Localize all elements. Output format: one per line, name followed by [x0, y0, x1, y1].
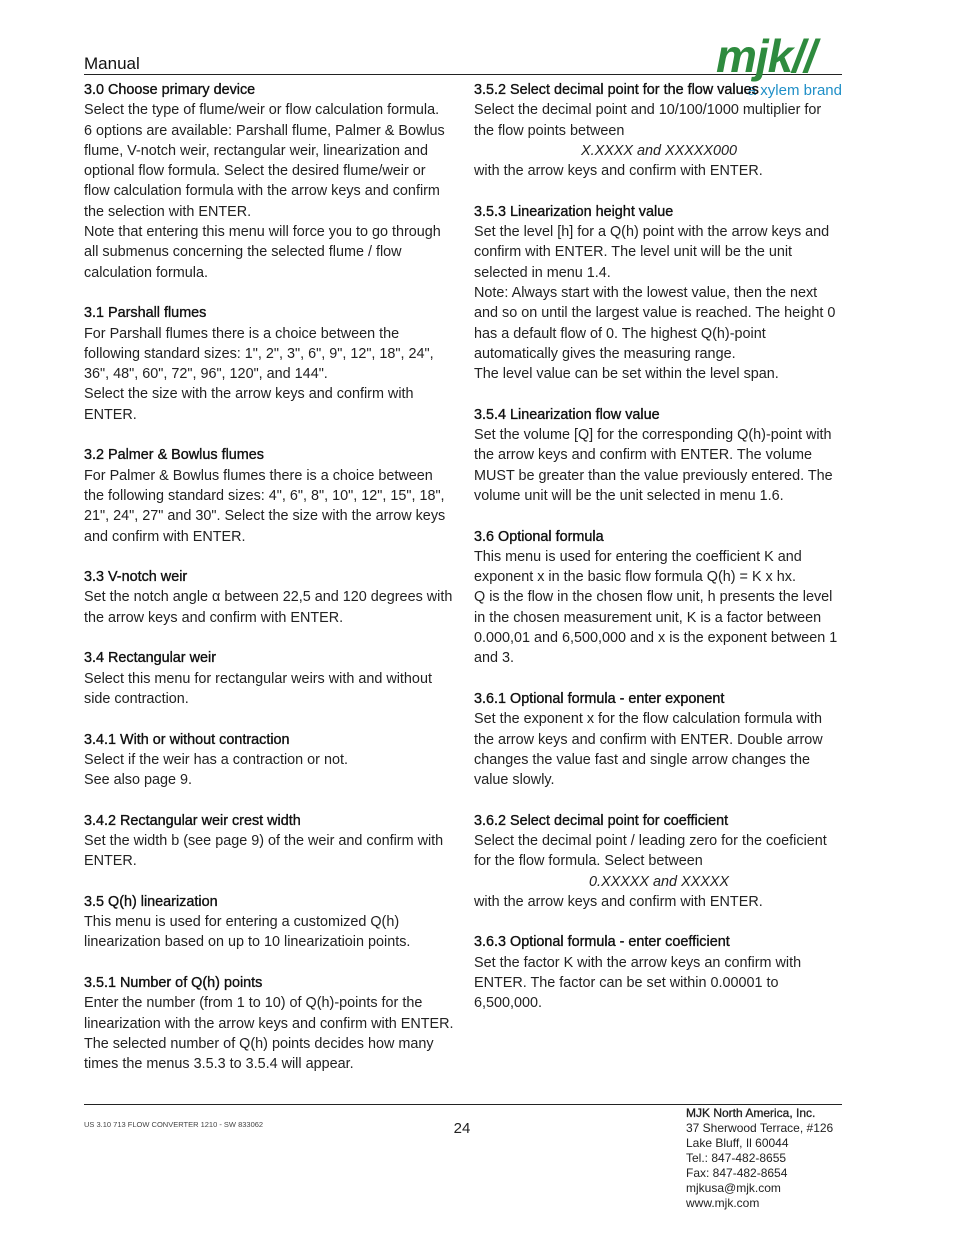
manual-section: [474, 811, 844, 912]
manual-section: [84, 730, 454, 791]
address-line: Lake Bluff, Il 60044: [686, 1136, 789, 1150]
section-paragraph: Select the decimal point and 10/100/1000 multiplier for the flow points between: [474, 102, 822, 139]
manual-section: [84, 973, 454, 1074]
section-paragraph: Set the level [h] for a Q(h) point with the arrow keys and confirm with ENTER. The level unit will be the unit selected in menu 1.4.: [474, 224, 830, 281]
page-number: 24: [453, 1120, 471, 1137]
section-heading: 3.0 Choose primary device: [84, 82, 256, 98]
section-paragraph: Select this menu for rectangular weirs with and without side contraction.: [84, 670, 432, 707]
page-title: Manual: [84, 54, 140, 73]
section-heading: 3.4 Rectangular weir: [84, 650, 216, 667]
section-heading: 3.5 Q(h) linearization: [84, 893, 218, 910]
section-heading: 3.6.3 Optional formula - enter coefficient: [474, 934, 730, 951]
section-paragraph: with the arrow keys and confirm with ENTER.: [474, 893, 763, 910]
section-paragraph: This menu is used for entering a customized Q(h) linearization based on up to 10 linearizatioin points.: [84, 914, 411, 951]
address-line: Fax: 847-482-8654: [686, 1166, 788, 1180]
section-paragraph: See also page 9.: [84, 772, 193, 789]
section-heading: 3.6.2 Select decimal point for coefficient: [474, 812, 729, 829]
manual-section: [84, 811, 454, 872]
left-column: [84, 80, 454, 1095]
manual-section: [84, 303, 454, 425]
company-name: MJK North America, Inc.: [686, 1106, 816, 1120]
format-range: 0.XXXXX and XXXXX: [589, 873, 729, 890]
section-paragraph: Set the width b (see page 9) of the weir and confirm with ENTER.: [84, 832, 444, 870]
section-paragraph: Select the decimal point / leading zero for the coeficient for the flow formula. Select between: [474, 832, 827, 870]
manual-section: [474, 405, 844, 506]
section-paragraph: Set the notch angle α between 22,5 and 120 degrees with the arrow keys and confirm with ENTER.: [84, 589, 453, 626]
section-paragraph: This menu is used for entering the coefficient K and exponent x in the basic flow formula Q(h) = K x hx.: [474, 548, 802, 586]
section-paragraph: Set the factor K with the arrow keys an confirm with ENTER. The factor can be set within 0.00001 to 6,500,000.: [474, 954, 802, 1012]
manual-section: [84, 80, 454, 283]
section-heading: 3.1 Parshall flumes: [84, 305, 207, 322]
manual-section: [474, 932, 844, 1013]
section-paragraph: Select the type of flume/weir or flow calculation formula.: [84, 102, 440, 119]
section-paragraph: Enter the number (from 1 to 10) of Q(h)-points for the linearization with the arrow keys and confirm with ENTER.: [84, 995, 454, 1032]
section-heading: 3.4.2 Rectangular weir crest width: [84, 812, 301, 829]
section-paragraph: For Parshall flumes there is a choice between the following standard sizes: 1", 2", 3", 6", 9", 12", 18", 24", 36", 48", 60", 72", 96", 120", and 144".: [84, 325, 434, 383]
section-paragraph: 6 options are available: Parshall flume, Palmer & Bowlus flume, V-notch weir, rectangular weir, linearization and optional flow formula. Select the desired flume/weir or flow calculation formula with the arrow keys and confirm the selection with ENTER.: [84, 122, 445, 220]
manual-section: [474, 689, 844, 790]
right-column: [474, 80, 844, 1034]
manual-section: [474, 80, 844, 181]
manual-section: [84, 648, 454, 709]
section-heading: 3.2 Palmer & Bowlus flumes: [84, 447, 264, 464]
section-paragraph: Note: Always start with the lowest value, then the next and so on until the largest value is reached. The height 0 has a default flow of 0. The highest Q(h)-point automatically gives the measuring range.: [474, 284, 836, 362]
section-paragraph: Set the exponent x for the flow calculation formula with the arrow keys and confirm with ENTER. Double arrow changes the value fast and single arrow changes the value slowly.: [474, 711, 823, 789]
footer-divider: [84, 1104, 842, 1105]
section-heading: 3.4.1 With or without contraction: [84, 731, 290, 748]
section-heading: 3.6.1 Optional formula - enter exponent: [474, 690, 725, 707]
section-paragraph: Select if the weir has a contraction or not.: [84, 751, 348, 768]
address-line: mjkusa@mjk.com: [686, 1181, 781, 1195]
address-line: 37 Sherwood Terrace, #126: [686, 1121, 834, 1135]
section-heading: 3.5.1 Number of Q(h) points: [84, 975, 263, 992]
section-paragraph: Select the size with the arrow keys and confirm with ENTER.: [84, 386, 414, 423]
document-code: US 3.10 713 FLOW CONVERTER 1210 - SW 833062: [84, 1120, 264, 1129]
format-range: X.XXXX and XXXXX000: [581, 142, 737, 159]
section-heading: 3.5.4 Linearization flow value: [474, 406, 660, 423]
section-paragraph: with the arrow keys and confirm with ENTER.: [474, 163, 763, 180]
logo-tagline: a xylem brand: [747, 82, 842, 99]
section-paragraph: Set the volume [Q] for the corresponding Q(h)-point with the arrow keys and confirm with ENTER. The volume MUST be greater than the value previously entered. The volume unit will be the unit selected in menu 1.6.: [474, 427, 833, 504]
manual-section: [84, 892, 454, 953]
section-paragraph: Q is the flow in the chosen flow unit, h presents the level in the chosen measurement unit, K is a factor between 0.000,01 and 6,500,000 and x is the exponent between 1 and 3.: [474, 589, 838, 667]
company-address: [686, 1106, 833, 1211]
section-paragraph: For Palmer & Bowlus flumes there is a choice between the following standard sizes: 4", 6", 8", 10", 12", 15", 18", 21", 24", 27" and 30". Select the size with the arrow keys and confirm with ENTER.: [84, 467, 446, 545]
manual-section: [84, 567, 454, 628]
section-heading: 3.5.2 Select decimal point for the flow values: [474, 82, 759, 98]
manual-section: [84, 445, 454, 546]
section-paragraph: The level value can be set within the level span.: [474, 366, 779, 383]
section-heading: 3.5.3 Linearization height value: [474, 203, 674, 220]
manual-section: [474, 527, 844, 669]
manual-section: [474, 202, 844, 385]
address-line: www.mjk.com: [686, 1196, 760, 1210]
logo-wordmark: mjk//: [716, 30, 816, 82]
section-paragraph: The selected number of Q(h) points decides how many times the menus 3.5.3 to 3.5.4 will appear.: [84, 1035, 434, 1073]
section-heading: 3.6 Optional formula: [474, 528, 604, 545]
section-heading: 3.3 V-notch weir: [84, 569, 188, 586]
address-line: Tel.: 847-482-8655: [686, 1151, 787, 1165]
section-paragraph: Note that entering this menu will force you to go through all submenus concerning the selected flume / flow calculation formula.: [84, 224, 441, 281]
